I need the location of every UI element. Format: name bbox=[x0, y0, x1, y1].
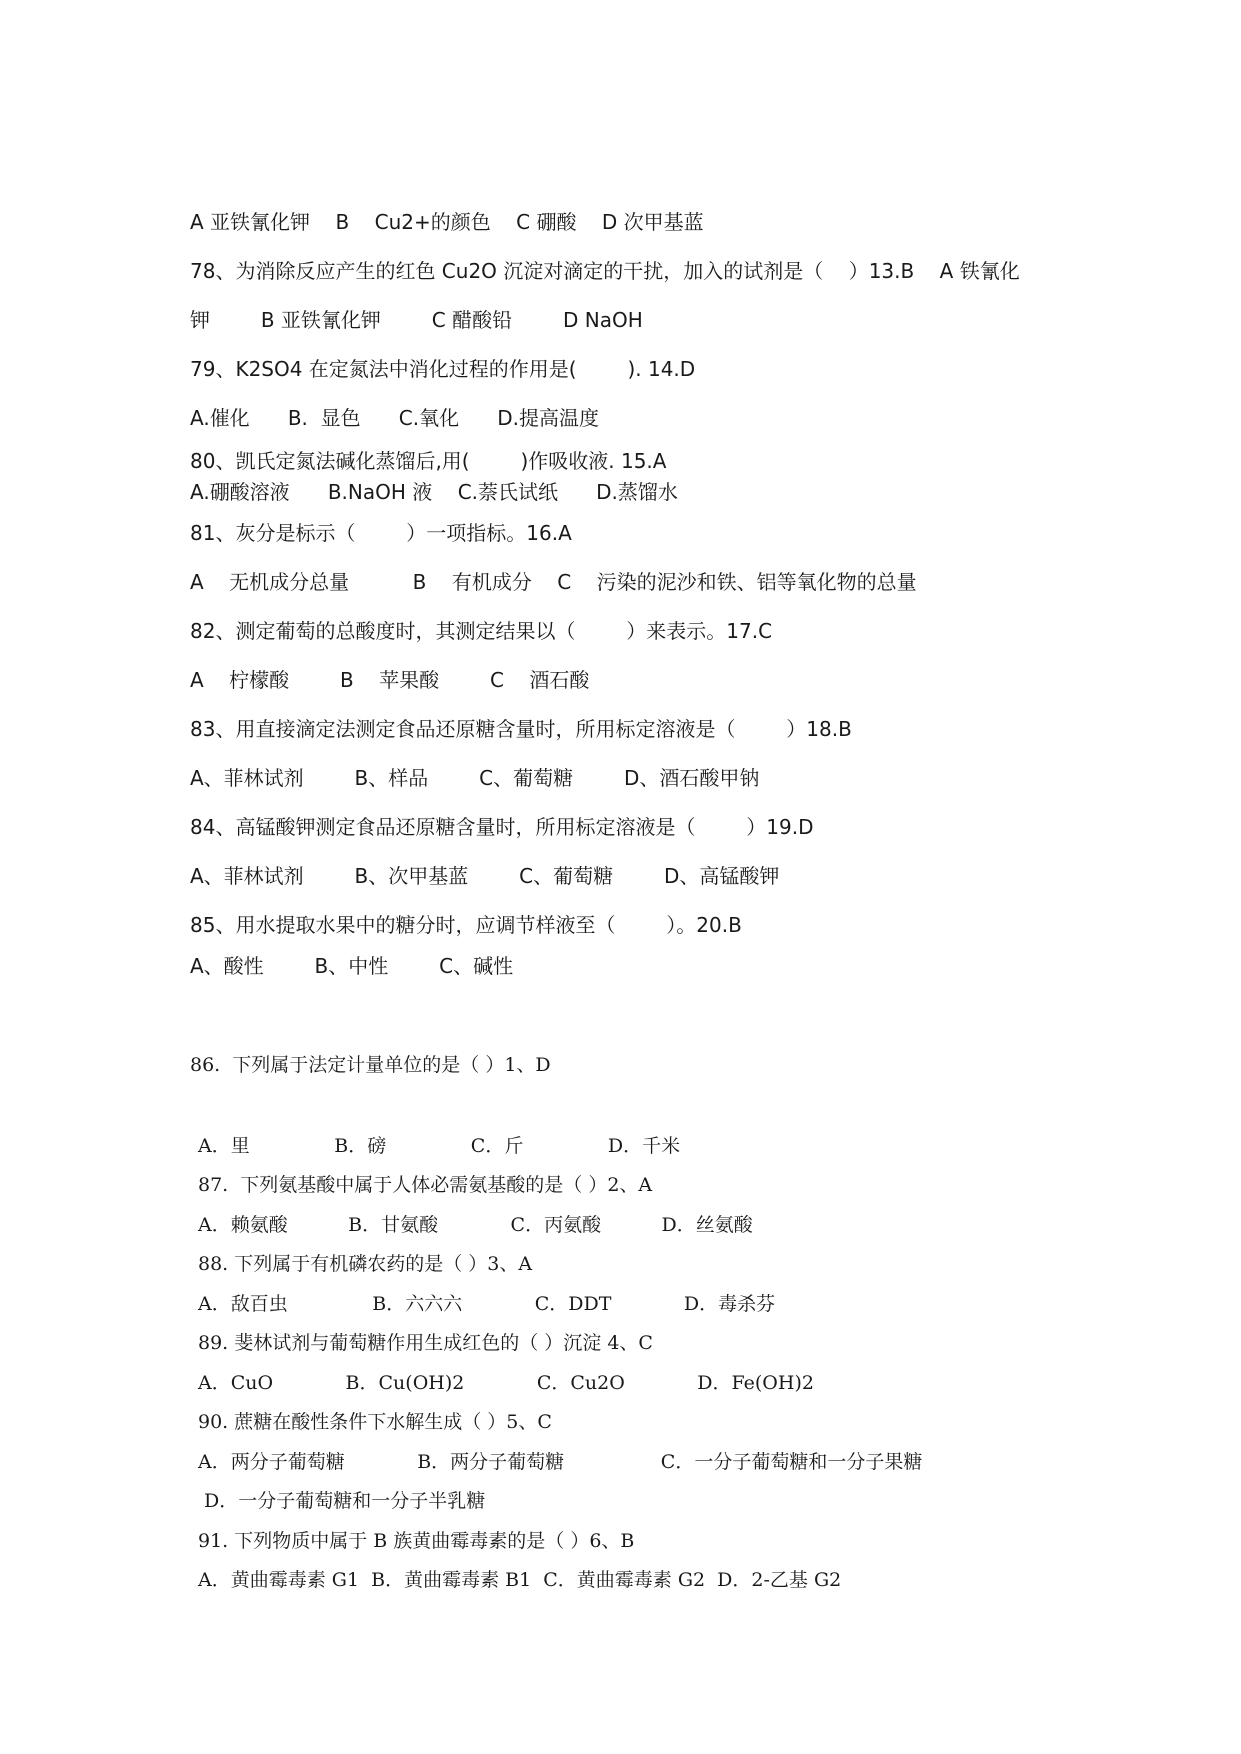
option-line-79: A.催化 B. 显色 C.氧化 D.提高温度 bbox=[190, 406, 599, 430]
question-90: 90. 蔗糖在酸性条件下水解生成（ ）5、C bbox=[198, 1411, 552, 1433]
question-78: 78、为消除反应产生的红色 Cu2O 沉淀对滴定的干扰，加入的试剂是（ ）13.B A 铁氰化 bbox=[190, 259, 1020, 283]
option-line-87: A．赖氨酸 B．甘氨酸 C．丙氨酸 D．丝氨酸 bbox=[198, 1214, 753, 1236]
option-line-91: A．黄曲霉毒素 G1 B．黄曲霉毒素 B1 C．黄曲霉毒素 G2 D．2-乙基 G2 bbox=[198, 1569, 842, 1591]
question-87: 87. 下列氨基酸中属于人体必需氨基酸的是（ ）2、A bbox=[198, 1174, 653, 1196]
option-line-80: A.硼酸溶液 B.NaOH 液 C.萘氏试纸 D.蒸馏水 bbox=[190, 480, 678, 504]
option-line-82: A 柠檬酸 B 苹果酸 C 酒石酸 bbox=[190, 668, 590, 692]
question-85: 85、用水提取水果中的糖分时，应调节样液至（ ）。20.B bbox=[190, 913, 742, 937]
option-line-81: A 无机成分总量 B 有机成分 C 污染的泥沙和铁、铝等氧化物的总量 bbox=[190, 570, 917, 594]
question-86: 86. 下列属于法定计量单位的是（ ）1、D bbox=[190, 1054, 551, 1076]
option-line-89: A．CuO B．Cu(OH)2 C．Cu2O D．Fe(OH)2 bbox=[198, 1372, 814, 1394]
question-83: 83、用直接滴定法测定食品还原糖含量时，所用标定溶液是（ ）18.B bbox=[190, 717, 852, 741]
option-line-90b: D．一分子葡萄糖和一分子半乳糖 bbox=[198, 1490, 486, 1512]
option-line-83: A、菲林试剂 B、样品 C、葡萄糖 D、酒石酸甲钠 bbox=[190, 766, 760, 790]
question-82: 82、测定葡萄的总酸度时，其测定结果以（ ）来表示。17.C bbox=[190, 619, 773, 643]
question-84: 84、高锰酸钾测定食品还原糖含量时，所用标定溶液是（ ）19.D bbox=[190, 815, 814, 839]
option-line-77: A 亚铁氰化钾 B Cu2+的颜色 C 硼酸 D 次甲基蓝 bbox=[190, 210, 704, 234]
option-line-90a: A．两分子葡萄糖 B．两分子葡萄糖 C．一分子葡萄糖和一分子果糖 bbox=[198, 1451, 923, 1473]
option-line-88: A．敌百虫 B．六六六 C．DDT D．毒杀芬 bbox=[198, 1293, 776, 1315]
question-80: 80、凯氏定氮法碱化蒸馏后,用( )作吸收液. 15.A bbox=[190, 449, 667, 473]
question-79: 79、K2SO4 在定氮法中消化过程的作用是( ). 14.D bbox=[190, 357, 696, 381]
question-88: 88. 下列属于有机磷农药的是（ ）3、A bbox=[198, 1253, 533, 1275]
question-89: 89. 斐林试剂与葡萄糖作用生成红色的（ ）沉淀 4、C bbox=[198, 1332, 653, 1354]
option-line-86: A．里 B．磅 C．斤 D．千米 bbox=[198, 1135, 681, 1157]
question-81: 81、灰分是标示（ ）一项指标。16.A bbox=[190, 521, 572, 545]
option-line-78: 钾 B 亚铁氰化钾 C 醋酸铅 D NaOH bbox=[190, 308, 643, 332]
option-line-84: A、菲林试剂 B、次甲基蓝 C、葡萄糖 D、高锰酸钾 bbox=[190, 864, 780, 888]
question-91: 91. 下列物质中属于 B 族黄曲霉毒素的是（ ）6、B bbox=[198, 1530, 635, 1552]
option-line-85: A、酸性 B、中性 C、碱性 bbox=[190, 954, 514, 978]
